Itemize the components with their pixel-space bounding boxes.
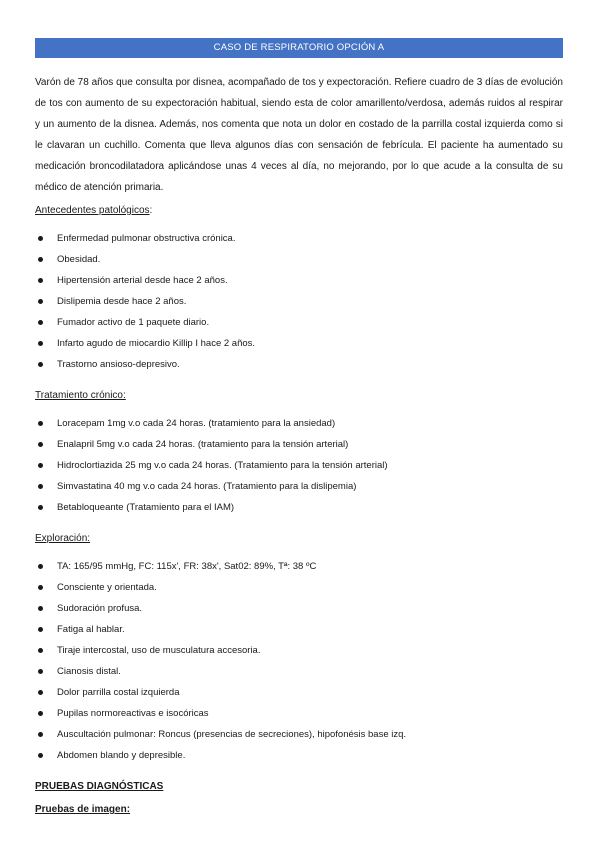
- bullet-icon: [38, 442, 43, 447]
- bullet-icon: [38, 299, 43, 304]
- list-item: [35, 291, 563, 312]
- bullet-icon: [38, 753, 43, 758]
- list-item: [35, 249, 563, 270]
- list-item: [35, 577, 563, 598]
- bullet-icon: [38, 732, 43, 737]
- list-item: [35, 354, 563, 375]
- list-item-text: Fumador activo de 1 paquete diario.: [57, 317, 210, 328]
- bullet-icon: [38, 463, 43, 468]
- list-item: [35, 724, 563, 745]
- list-item-text: Hidroclortiazida 25 mg v.o cada 24 horas. (Tratamiento para la tensión arterial): [57, 460, 388, 471]
- list-item-text: Betabloqueante (Tratamiento para el IAM): [57, 502, 235, 513]
- exploracion-heading: [35, 532, 563, 546]
- list-item-text: Dolor parrilla costal izquierda: [57, 687, 180, 698]
- bullet-icon: [38, 421, 43, 426]
- bullet-icon: [38, 320, 43, 325]
- bullet-icon: [38, 648, 43, 653]
- bullet-icon: [38, 236, 43, 241]
- tratamiento-heading-text: Tratamiento crónico:: [35, 390, 126, 401]
- exploracion-list: [35, 556, 563, 766]
- bullet-icon: [38, 341, 43, 346]
- list-item: [35, 703, 563, 724]
- exploracion-heading-text: Exploración:: [35, 533, 91, 544]
- list-item-text: Loracepam 1mg v.o cada 24 horas. (tratamiento para la ansiedad): [57, 418, 336, 429]
- list-item: [35, 455, 563, 476]
- list-item: [35, 598, 563, 619]
- list-item: [35, 270, 563, 291]
- list-item-text: Obesidad.: [57, 254, 101, 265]
- list-item-text: Sudoración profusa.: [57, 603, 143, 614]
- list-item: [35, 682, 563, 703]
- bullet-icon: [38, 362, 43, 367]
- case-title-banner: CASO DE RESPIRATORIO OPCIÓN A: [35, 38, 563, 58]
- list-item-text: Abdomen blando y depresible.: [57, 750, 186, 761]
- bullet-icon: [38, 669, 43, 674]
- list-item: [35, 556, 563, 577]
- case-intro-paragraph: Varón de 78 años que consulta por disnea, acompañado de tos y expectoración. Refiere cuadro de 3 días de evolución de tos con aumento de su expectoración habitual, siendo esta de color amarillento/verdosa, además ruidos al respirar y un aumento de la disnea. Además, nos comenta que nota un dolor en costado de la parrilla costal izquierda como si le clavaran un cuchillo. Comenta que lleva algunos días con sensación de febrícula. El paciente ha aumentado su medicación broncodilatadora aplicándose unas 4 veces al día, no mejorando, por lo que acude a la consulta de su médico de atención primaria.: [35, 77, 563, 193]
- list-item: [35, 497, 563, 518]
- list-item-text: Simvastatina 40 mg v.o cada 24 horas. (Tratamiento para la dislipemia): [57, 481, 357, 492]
- list-item-text: Dislipemia desde hace 2 años.: [57, 296, 187, 307]
- list-item-text: Consciente y orientada.: [57, 582, 157, 593]
- list-item: [35, 619, 563, 640]
- list-item-text: Trastorno ansioso-depresivo.: [57, 359, 180, 370]
- list-item-text: Cianosis distal.: [57, 666, 121, 677]
- tratamiento-heading: [35, 389, 563, 403]
- list-item: [35, 661, 563, 682]
- list-item-text: Hipertensión arterial desde hace 2 años.: [57, 275, 228, 286]
- antecedentes-list: [35, 228, 563, 375]
- list-item: [35, 333, 563, 354]
- list-item-text: Enfermedad pulmonar obstructiva crónica.: [57, 233, 236, 244]
- list-item: [35, 745, 563, 766]
- antecedentes-heading-colon: :: [149, 205, 153, 216]
- antecedentes-heading-text: Antecedentes patológicos: [35, 205, 150, 216]
- list-item-text: Enalapril 5mg v.o cada 24 horas. (tratamiento para la tensión arterial): [57, 439, 349, 450]
- list-item: [35, 640, 563, 661]
- bullet-icon: [38, 627, 43, 632]
- list-item-text: Infarto agudo de miocardio Killip I hace 2 años.: [57, 338, 256, 349]
- list-item: [35, 476, 563, 497]
- bullet-icon: [38, 690, 43, 695]
- bullet-icon: [38, 505, 43, 510]
- bullet-icon: [38, 257, 43, 262]
- list-item: [35, 413, 563, 434]
- list-item-text: Pupilas normoreactivas e isocóricas: [57, 708, 209, 719]
- list-item: [35, 434, 563, 455]
- document-page: [35, 38, 563, 817]
- list-item-text: Fatiga al hablar.: [57, 624, 125, 635]
- tratamiento-list: [35, 413, 563, 518]
- bullet-icon: [38, 606, 43, 611]
- antecedentes-heading: [35, 204, 563, 218]
- bullet-icon: [38, 711, 43, 716]
- pruebas-imagen-subheading: Pruebas de imagen:: [35, 804, 131, 815]
- bullet-icon: [38, 564, 43, 569]
- bullet-icon: [38, 585, 43, 590]
- bullet-icon: [38, 278, 43, 283]
- list-item-text: TA: 165/95 mmHg, FC: 115x', FR: 38x', Sat02: 89%, Tª: 38 ºC: [57, 561, 317, 572]
- list-item: [35, 312, 563, 333]
- pruebas-heading: PRUEBAS DIAGNÓSTICAS: [35, 781, 164, 792]
- list-item-text: Auscultación pulmonar: Roncus (presencias de secreciones), hipofonésis base izq.: [57, 729, 407, 740]
- list-item: [35, 228, 563, 249]
- bullet-icon: [38, 484, 43, 489]
- list-item-text: Tiraje intercostal, uso de musculatura accesoria.: [57, 645, 261, 656]
